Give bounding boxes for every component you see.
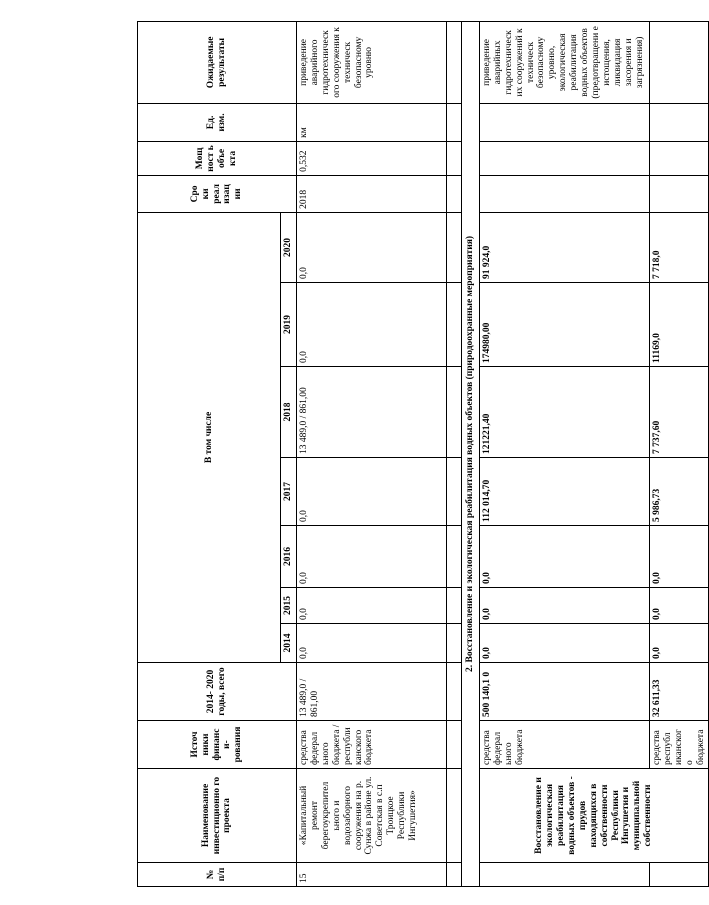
section-row xyxy=(461,21,479,886)
year-value: 13 489,0 / 861,00 xyxy=(296,367,446,458)
table-row xyxy=(479,21,649,886)
year-value: 0,0 xyxy=(296,526,446,588)
year-header: 2014 xyxy=(281,624,297,663)
year-value: 0,0 xyxy=(479,624,649,663)
col-num-header: № п/п xyxy=(138,863,297,887)
year-value: 7 718,0 xyxy=(649,212,709,282)
total-value: 32 611,33 xyxy=(649,663,709,721)
section-title: 2. Восстановление и экологическая реабилитация водных объектов (природоохранные мероприятия) xyxy=(461,21,479,886)
project-name: «Капитальный ремонт берегоукрепител ьного и водозаборного сооружения на р. Сунжа в районе ул. Советская в с.п Троицкое Республики Ингушетия» xyxy=(296,769,446,863)
results-value: приведение аварийных гидротехническ их сооружений к техническ безопасному уровню, экологическая реабилитация водных объектов (предотвращени е истощения, ликвидация засорения и загрязнения) xyxy=(479,21,649,103)
col-total-header: 2014- 2020 годы, всего xyxy=(138,663,297,721)
year-value: 0,0 xyxy=(296,588,446,624)
year-value: 0,0 xyxy=(479,588,649,624)
year-value: 174980,00 xyxy=(479,283,649,367)
year-value: 0,0 xyxy=(649,588,709,624)
funding-source: средства федерал ьного бюджета / республи канского бюджета xyxy=(296,721,446,769)
year-value: 121221,40 xyxy=(479,367,649,458)
year-header: 2019 xyxy=(281,283,297,367)
year-header: 2015 xyxy=(281,588,297,624)
year-header: 2017 xyxy=(281,458,297,526)
year-value: 0,0 xyxy=(479,526,649,588)
col-name-header: Наименование инвестиционно го проекта xyxy=(138,769,297,863)
year-value: 112 014,70 xyxy=(479,458,649,526)
year-header: 2018 xyxy=(281,367,297,458)
project-name: Восстановление и экологическая реабилитация водных объектов - прудов находящихся в собственности Республики Ингушетия и муниципальной собственности xyxy=(479,769,709,863)
col-period-header: Сро ки реал изац ии xyxy=(138,175,297,212)
col-incl-header: В том числе xyxy=(138,212,281,662)
year-value: 0,0 xyxy=(296,212,446,282)
year-header: 2020 xyxy=(281,212,297,282)
funding-source: средства федерал ьного бюджета xyxy=(479,721,649,769)
year-value: 0,0 xyxy=(649,526,709,588)
year-value: 91 924,0 xyxy=(479,212,649,282)
table-row xyxy=(296,21,446,886)
year-value: 11169,0 xyxy=(649,283,709,367)
col-results-header: Ожидаемые результаты xyxy=(138,21,297,103)
col-capacity-header: Мощ ност ь объе кта xyxy=(138,141,297,175)
table-row xyxy=(649,21,709,886)
results-value: приведение аварийного гидротехническ ого сооружения к техническ безопасному уровню xyxy=(296,21,446,103)
year-value: 7 737,60 xyxy=(649,367,709,458)
year-value: 5 986,73 xyxy=(649,458,709,526)
year-value: 0,0 xyxy=(296,458,446,526)
header-row xyxy=(138,21,281,886)
year-value: 0,0 xyxy=(649,624,709,663)
period-value: 2018 xyxy=(296,175,446,212)
total-value: 13 489,0 / 861,00 xyxy=(296,663,446,721)
year-value: 0,0 xyxy=(296,624,446,663)
investment-table xyxy=(137,21,709,887)
col-source-header: Источ ники финанс и- рования xyxy=(138,721,297,769)
unit-value: км xyxy=(296,103,446,141)
total-value: 500 140,1 0 xyxy=(479,663,649,721)
col-unit-header: Ед. изм. xyxy=(138,103,297,141)
spacer-row xyxy=(446,21,461,886)
year-header: 2016 xyxy=(281,526,297,588)
capacity-value: 0,532 xyxy=(296,141,446,175)
row-num: 15 xyxy=(296,863,446,887)
year-value: 0,0 xyxy=(296,283,446,367)
funding-source: средства республ иканског о бюджета xyxy=(649,721,709,769)
